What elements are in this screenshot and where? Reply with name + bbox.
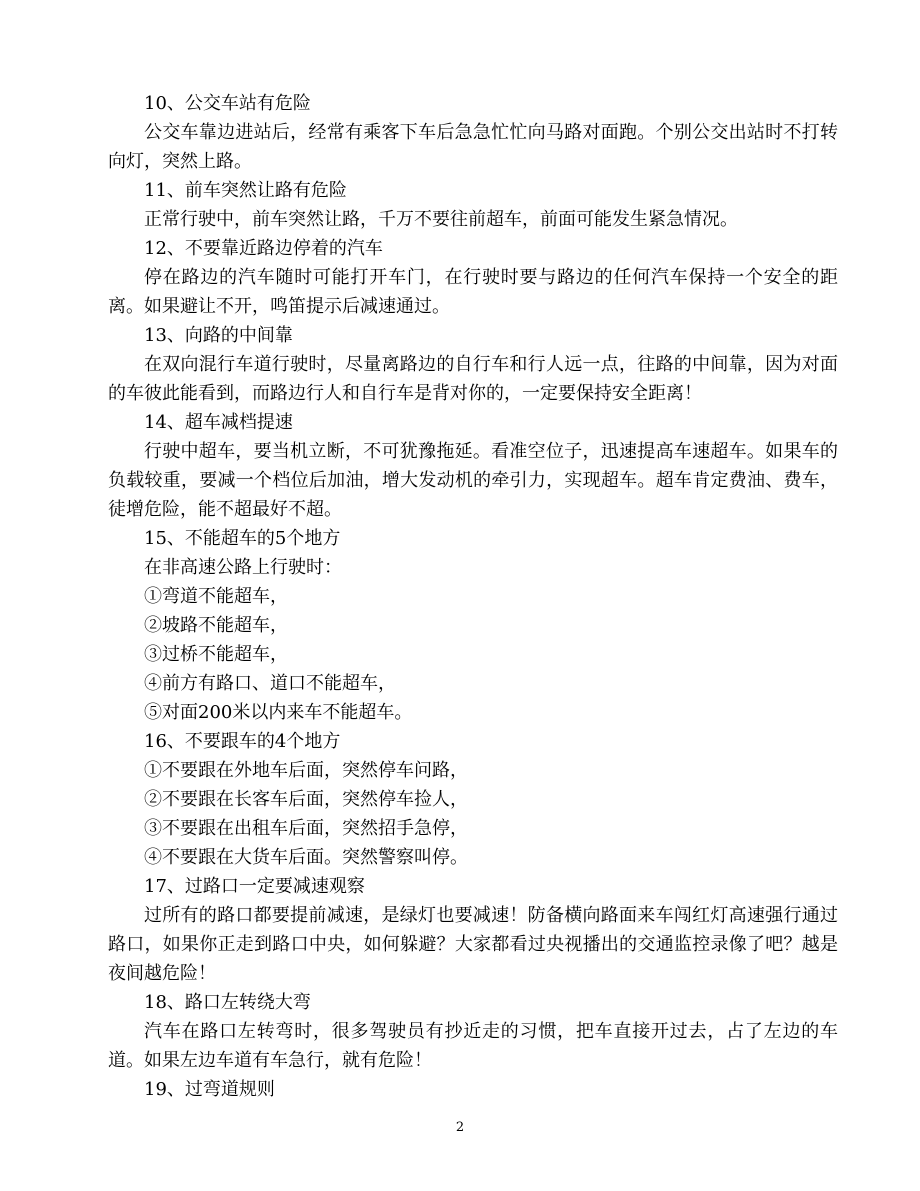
page-number: 2 [455,1120,465,1135]
paragraph-overtaking: 行驶中超车，要当机立断，不可犹豫拖延。看准空位子，迅速提高车速超车。如果车的负载较重，要减一个档位后加油，增大发动机的牵引力，实现超车。超车肯定费油、费车，徒增危险，能不超最好不超。 [108,441,838,520]
section-heading-12: 12、不要靠近路边停着的汽车 [144,238,383,259]
document-body [108,89,838,1104]
section-heading-16: 16、不要跟车的4个地方 [144,731,341,752]
section-heading-17: 17、过路口一定要减速观察 [144,876,365,897]
paragraph-keep-center: 在双向混行车道行驶时，尽量离路边的自行车和行人远一点，往路的中间靠，因为对面的车彼此能看到，而路边行人和自行车是背对你的，一定要保持安全距离！ [108,354,838,404]
section-heading-14: 14、超车减档提速 [144,412,293,433]
paragraph-left-turn: 汽车在路口左转弯时，很多驾驶员有抄近走的习惯，把车直接开过去，占了左边的车道。如果左边车道有车急行，就有危险！ [108,1021,838,1071]
list-item: ②坡路不能超车， [144,615,288,636]
list-item: ④不要跟在大货车后面。突然警察叫停。 [144,847,468,868]
paragraph-bus-stop: 公交车靠边进站后，经常有乘客下车后急急忙忙向马路对面跑。个别公交出站时不打转向灯，突然上路。 [108,122,838,172]
section-heading-10: 10、公交车站有危险 [144,93,311,114]
list-item: ④前方有路口、道口不能超车， [144,673,396,694]
section-heading-19: 19、过弯道规则 [144,1079,275,1100]
section-heading-13: 13、向路的中间靠 [144,325,293,346]
section-heading-11: 11、前车突然让路有危险 [144,180,347,201]
list-item: ②不要跟在长客车后面，突然停车捡人， [144,789,468,810]
section-heading-15: 15、不能超车的5个地方 [144,528,341,549]
paragraph-parked-cars: 停在路边的汽车随时可能打开车门，在行驶时要与路边的任何汽车保持一个安全的距离。如果避让不开，鸣笛提示后减速通过。 [108,267,838,317]
list-item: ①弯道不能超车， [144,586,288,607]
paragraph-intersection: 过所有的路口都要提前减速，是绿灯也要减速！防备横向路面来车闯红灯高速强行通过路口，如果你正走到路口中央，如何躲避？大家都看过央视播出的交通监控录像了吧？越是夜间越危险！ [108,905,838,984]
list-intro: 在非高速公路上行驶时： [144,557,342,578]
list-item: ⑤对面200米以内来车不能超车。 [144,702,413,723]
list-item: ③过桥不能超车， [144,644,288,665]
section-heading-18: 18、路口左转绕大弯 [144,992,311,1013]
paragraph-front-car-yield: 正常行驶中，前车突然让路，千万不要往前超车，前面可能发生紧急情况。 [144,209,738,230]
list-item: ③不要跟在出租车后面，突然招手急停， [144,818,468,839]
list-item: ①不要跟在外地车后面，突然停车问路， [144,760,468,781]
